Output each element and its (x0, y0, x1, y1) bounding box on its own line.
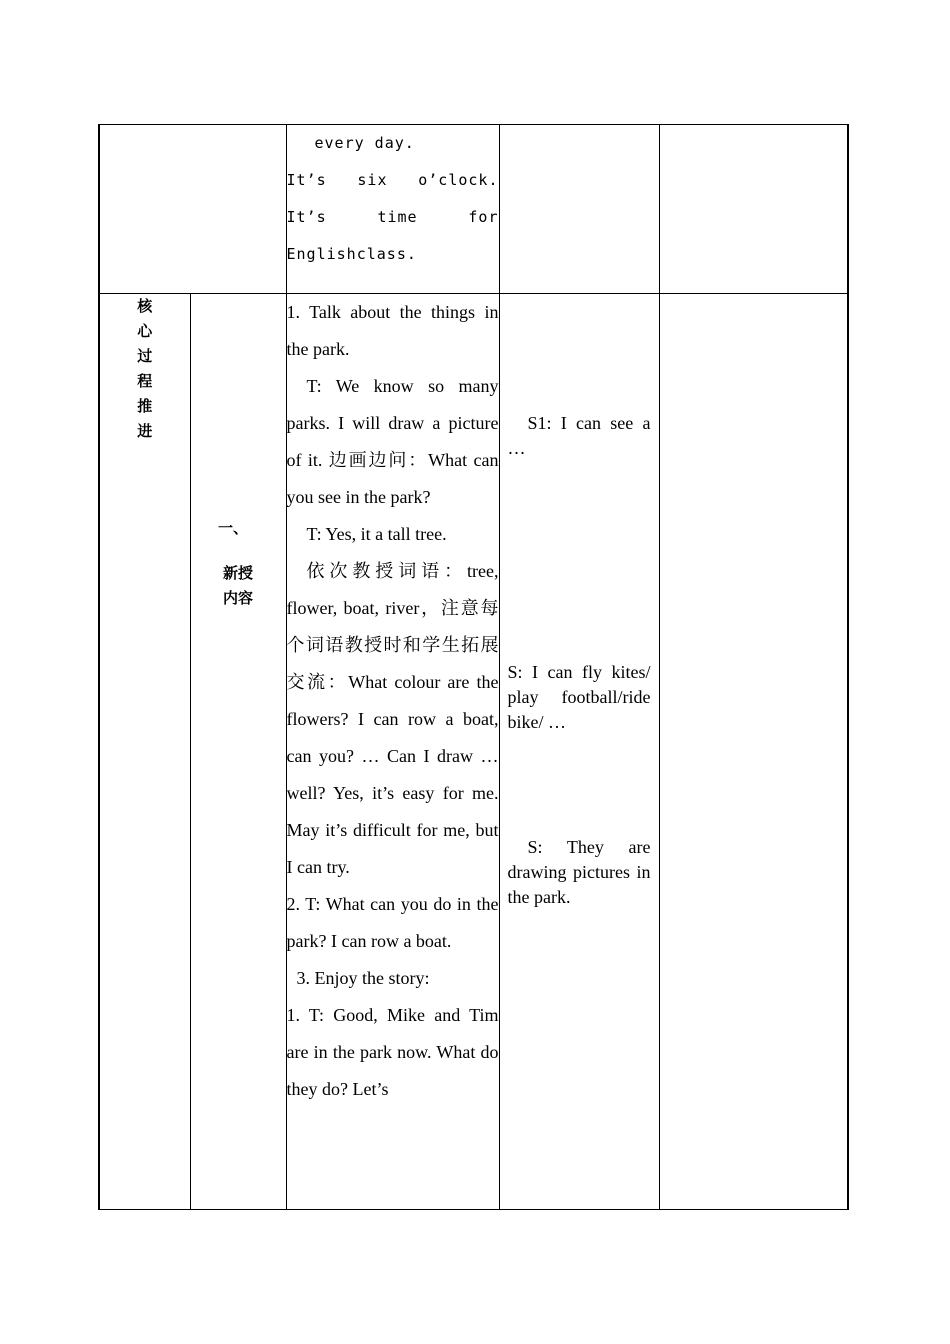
teacher-line: Englishclass. (286, 245, 417, 263)
teacher-activity-cell (286, 125, 499, 294)
stage-char: 核 (137, 297, 153, 315)
stage-char: 进 (137, 422, 153, 440)
stage-char: 推 (137, 397, 153, 415)
teacher-line: every day. (314, 134, 415, 152)
part-name-line: 新授 (222, 564, 253, 582)
teacher-paragraph: 3. Enjoy the story: (296, 968, 430, 988)
teacher-paragraph: T: Yes, it a tall tree. (306, 524, 447, 544)
student-response: S1: I can see a … (507, 413, 651, 458)
student-activity-cell (499, 125, 659, 294)
stage-char: 程 (137, 372, 153, 390)
teacher-paragraph: 1. T: Good, Mike and Tim are in the park now. What do they do? Let’s (286, 1005, 499, 1099)
teacher-paragraph: T: We know so many parks. I will draw a picture of it. 边画边问：What can you see in the park? (286, 376, 499, 507)
teacher-paragraph: 2. T: What can you do in the park? I can row a boat. (286, 894, 499, 951)
teacher-paragraph: 依次教授词语：tree, flower, boat, river，注意每个词语教授时和学生拓展交流：What colour are the flowers? I can row a boat, can you? … Can I draw … well? Yes, it’s easy for me. May it’s difficult for me, but I can try. (286, 561, 499, 877)
notes-cell (659, 294, 848, 1210)
stage-char: 过 (137, 347, 153, 365)
part-label-cell (190, 294, 286, 1210)
teacher-paragraph: 1. Talk about the things in the park. (286, 302, 499, 359)
notes-cell (659, 125, 848, 294)
student-response: S: I can fly kites/ play football/ride bike/ … (507, 662, 651, 732)
teacher-activity-cell (286, 294, 499, 1210)
teacher-line: It’s time for (286, 208, 499, 226)
stage-char: 心 (137, 322, 153, 340)
lesson-plan-table (98, 124, 849, 1210)
part-name (191, 561, 286, 611)
student-activity-cell (499, 294, 659, 1210)
part-number: 一、 (217, 519, 248, 537)
teacher-line: It’s six o’clock. (286, 171, 499, 189)
student-response: S: They are drawing pictures in the park. (507, 837, 651, 907)
stage-label-cell (99, 294, 190, 1210)
table-row (99, 294, 848, 1210)
table-row (99, 125, 848, 294)
part-name-line: 内容 (222, 589, 253, 607)
stage-cell-empty (99, 125, 286, 294)
